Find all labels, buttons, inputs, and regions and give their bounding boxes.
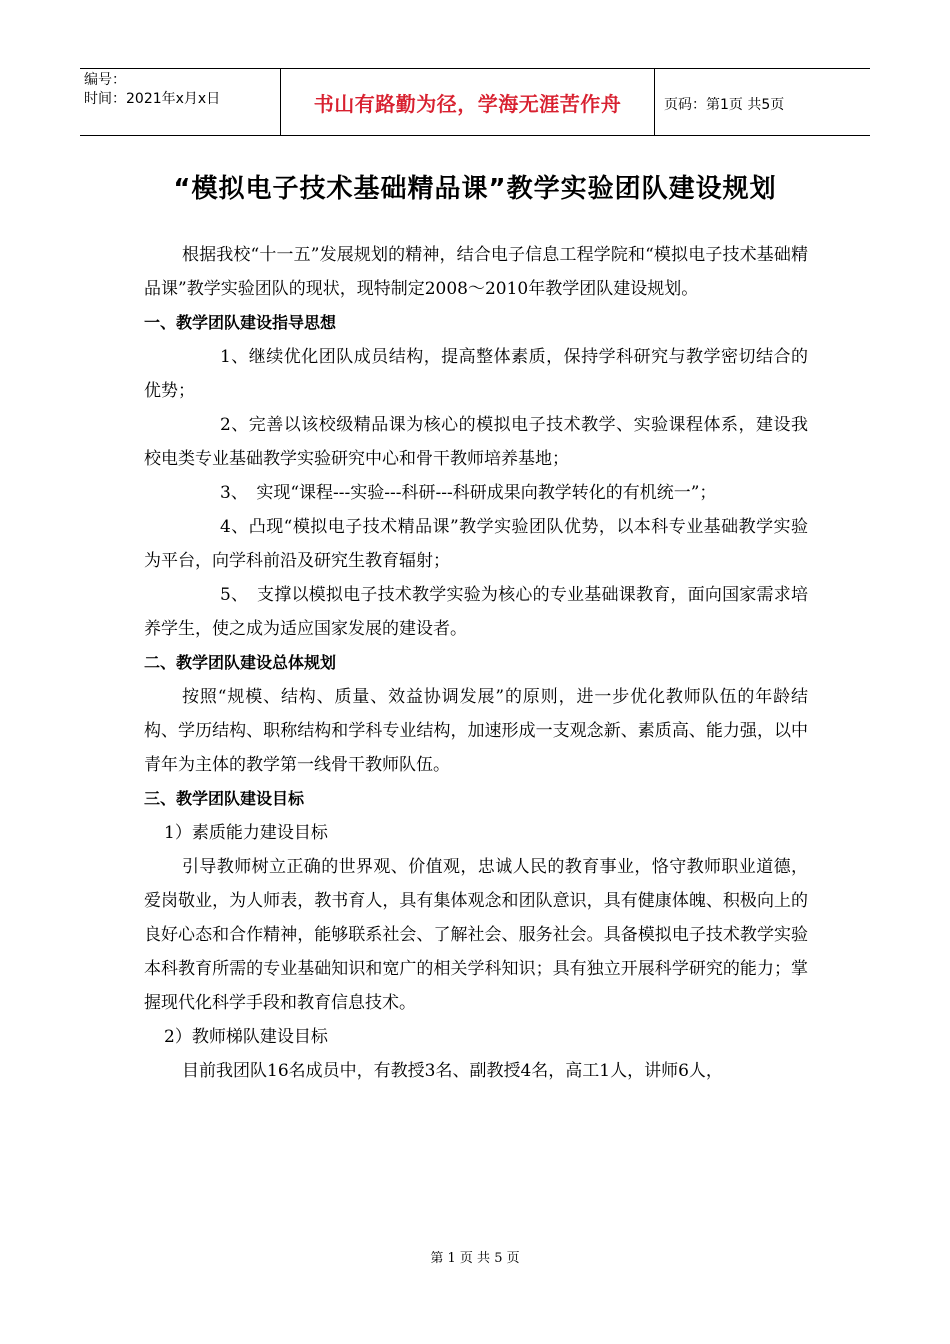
header-meta xyxy=(84,71,280,109)
page-footer: 第 1 页 共 5 页 xyxy=(430,1251,520,1266)
document-number-label: 编号： xyxy=(84,72,126,88)
guideline-item: 1、继续优化团队成员结构，提高整体素质，保持学科研究与教学密切结合的优势； xyxy=(144,347,808,401)
document-time-label: 时间：2021年x月x日 xyxy=(84,91,221,107)
section-heading-3: 三、教学团队建设目标 xyxy=(144,789,305,808)
team-paragraph: 目前我团队16名成员中，有教授3名、副教授4名，高工1人，讲师6人， xyxy=(182,1061,723,1081)
section-heading-1: 一、教学团队建设指导思想 xyxy=(144,313,337,332)
guideline-item: 5、 支撑以模拟电子技术教学实验为核心的专业基础课教育，面向国家需求培养学生，使之成为适应国家发展的建设者。 xyxy=(144,585,808,639)
header-page-info: 页码：第1页 共5页 xyxy=(664,97,785,113)
guideline-item: 3、 实现“课程---实验---科研---科研成果向教学转化的有机统一”； xyxy=(220,483,717,503)
subheading-team: 2）教师梯队建设目标 xyxy=(164,1027,328,1047)
guideline-item: 4、凸现“模拟电子技术精品课”教学实验团队优势，以本科专业基础教学实验为平台，向学科前沿及研究生教育辐射； xyxy=(144,517,808,571)
intro-paragraph: 根据我校“十一五”发展规划的精神，结合电子信息工程学院和“模拟电子技术基础精品课”教学实验团队的现状，现特制定2008～2010年教学团队建设规划。 xyxy=(144,245,808,299)
section2-paragraph: 按照“规模、结构、质量、效益协调发展”的原则，进一步优化教师队伍的年龄结构、学历结构、职称结构和学科专业结构，加速形成一支观念新、素质高、能力强，以中青年为主体的教学第一线骨干教师队伍。 xyxy=(144,687,808,775)
quality-paragraph: 引导教师树立正确的世界观、价值观，忠诚人民的教育事业，恪守教师职业道德，爱岗敬业，为人师表，教书育人，具有集体观念和团队意识，具有健康体魄、积极向上的良好心态和合作精神，能够联系社会、了解社会、服务社会。具备模拟电子技术教学实验本科教育所需的专业基础知识和宽广的相关学科知识；具有独立开展科学研究的能力；掌握现代化科学手段和教育信息技术。 xyxy=(144,857,808,1013)
guideline-item: 2、完善以该校级精品课为核心的模拟电子技术教学、实验课程体系，建设我校电类专业基础教学实验研究中心和骨干教师培养基地； xyxy=(144,415,808,469)
document-header xyxy=(80,68,870,136)
header-motto-cell xyxy=(280,69,655,135)
document-title: “模拟电子技术基础精品课”教学实验团队建设规划 xyxy=(173,174,777,204)
document-body xyxy=(144,238,808,1088)
section-heading-2: 二、教学团队建设总体规划 xyxy=(144,653,337,672)
header-motto: 书山有路勤为径，学海无涯苦作舟 xyxy=(313,91,622,116)
subheading-quality: 1）素质能力建设目标 xyxy=(164,823,328,843)
